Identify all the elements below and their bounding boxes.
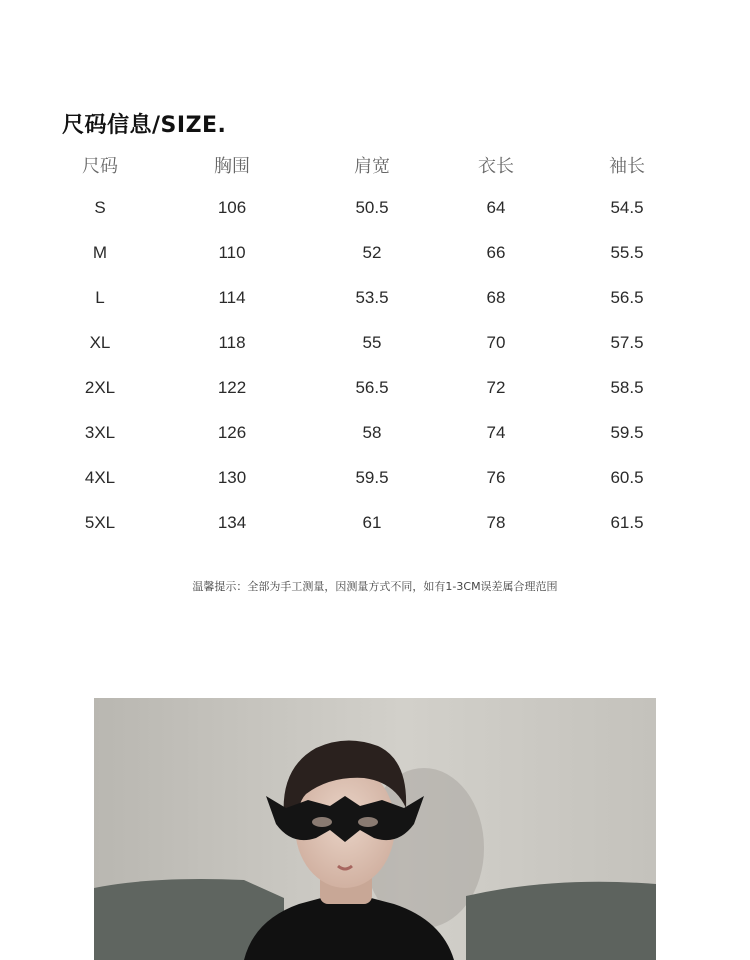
cell-chest: 106 (217, 198, 247, 217)
cell-chest: 126 (217, 423, 247, 442)
table-row (0, 193, 750, 223)
cell-size: XL (89, 333, 111, 352)
cell-sleeve: 59.5 (610, 423, 644, 442)
cell-chest: 114 (218, 288, 246, 307)
cell-length: 68 (486, 288, 506, 307)
cell-chest: 118 (218, 333, 246, 352)
cell-size: S (94, 198, 106, 217)
cell-chest: 134 (217, 513, 247, 532)
cell-size: 2XL (84, 378, 116, 397)
measurement-note: 温馨提示：全部为手工测量，因测量方式不同，如有1-3CM误差属合理范围 (192, 580, 558, 593)
cell-size: L (95, 288, 105, 307)
table-row (0, 508, 750, 538)
cell-length: 78 (486, 513, 506, 532)
model-illustration (94, 698, 656, 960)
table-row (0, 373, 750, 403)
cell-length: 74 (486, 423, 506, 442)
cell-sleeve: 58.5 (610, 378, 644, 397)
table-row (0, 328, 750, 358)
cell-shoulder: 56.5 (355, 378, 389, 397)
cell-size: M (92, 243, 108, 262)
cell-length: 70 (486, 333, 506, 352)
cell-length: 64 (486, 198, 506, 217)
cell-shoulder: 53.5 (355, 288, 389, 307)
cell-length: 76 (486, 468, 506, 487)
table-row (0, 463, 750, 493)
header-length: 衣长 (478, 156, 514, 177)
header-chest: 胸围 (214, 156, 250, 177)
cell-size: 5XL (84, 513, 116, 532)
cell-shoulder: 61 (362, 513, 382, 532)
cell-chest: 130 (217, 468, 247, 487)
cell-chest: 110 (218, 243, 246, 262)
product-photo (94, 698, 656, 960)
cell-size: 3XL (84, 423, 116, 442)
mask-eye-right (358, 817, 378, 827)
cell-sleeve: 54.5 (610, 198, 644, 217)
table-row (0, 418, 750, 448)
cell-length: 66 (486, 243, 506, 262)
header-shoulder: 肩宽 (354, 156, 390, 177)
cell-sleeve: 57.5 (610, 333, 644, 352)
cell-shoulder: 55 (362, 333, 382, 352)
mask-eye-left (312, 817, 332, 827)
cell-size: 4XL (84, 468, 116, 487)
cell-shoulder: 52 (362, 243, 382, 262)
header-sleeve: 袖长 (609, 156, 645, 177)
cell-sleeve: 60.5 (610, 468, 644, 487)
table-row (0, 238, 750, 268)
cell-length: 72 (486, 378, 506, 397)
table-row (0, 283, 750, 313)
table-header-row (0, 152, 750, 182)
cell-chest: 122 (217, 378, 247, 397)
header-size: 尺码 (82, 156, 118, 177)
cell-sleeve: 55.5 (610, 243, 644, 262)
cell-shoulder: 50.5 (355, 198, 389, 217)
cell-sleeve: 56.5 (610, 288, 644, 307)
cell-shoulder: 58 (362, 423, 382, 442)
page-title: 尺码信息/SIZE. (62, 113, 227, 138)
cell-sleeve: 61.5 (610, 513, 644, 532)
cell-shoulder: 59.5 (355, 468, 389, 487)
sofa-right (466, 882, 656, 960)
